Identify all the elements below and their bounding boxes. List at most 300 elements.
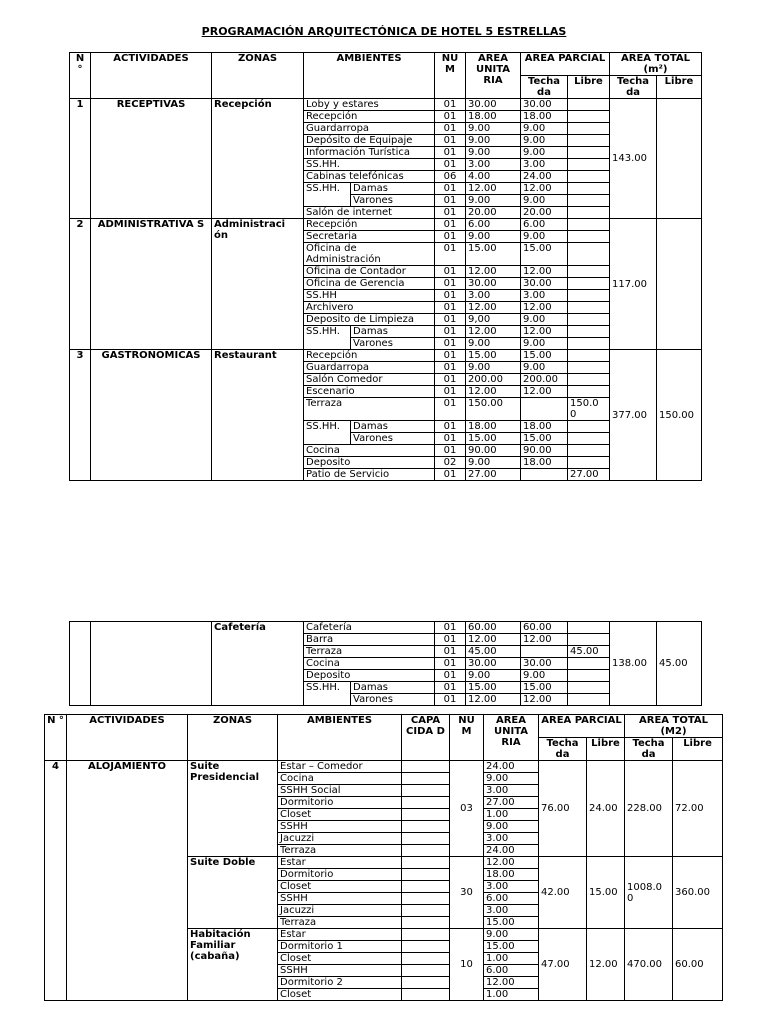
partial-techada: 15.00 bbox=[521, 433, 568, 445]
header-parcial-libre: Libre bbox=[587, 738, 625, 761]
partial-techada: 12.00 bbox=[521, 694, 568, 706]
ambient-name: Closet bbox=[278, 953, 402, 965]
page-title: PROGRAMACIÓN ARQUITECTÓNICA DE HOTEL 5 ESTRELLAS bbox=[201, 25, 567, 38]
table-row bbox=[70, 99, 702, 111]
unit-area: 200.00 bbox=[466, 374, 521, 386]
partial-libre bbox=[568, 362, 610, 374]
unit-area: 9.00 bbox=[466, 123, 521, 135]
table-row bbox=[45, 761, 723, 773]
row-number: 3 bbox=[70, 350, 91, 481]
zone-name: Suite Doble bbox=[188, 857, 278, 929]
ambient-subname: Varones bbox=[351, 338, 435, 350]
partial-techada: 12.00 bbox=[521, 183, 568, 195]
quantity: 01 bbox=[435, 421, 466, 433]
quantity: 10 bbox=[450, 929, 484, 1001]
partial-techada: 30.00 bbox=[521, 99, 568, 111]
header-actividades: ACTIVIDADES bbox=[91, 53, 212, 99]
ambient-name: Recepción bbox=[304, 219, 435, 231]
unit-area: 12.00 bbox=[466, 183, 521, 195]
activity-name: ALOJAMIENTO bbox=[67, 761, 188, 1001]
ambient-name: Dormitorio 2 bbox=[278, 977, 402, 989]
ambient-name: Cabinas telefónicas bbox=[304, 171, 435, 183]
partial-techada: 12.00 bbox=[521, 326, 568, 338]
capacity bbox=[402, 917, 450, 929]
capacity bbox=[402, 881, 450, 893]
capacity bbox=[402, 977, 450, 989]
activity-name bbox=[91, 622, 212, 706]
quantity: 01 bbox=[435, 338, 466, 350]
ambient-name: SS.HH bbox=[304, 290, 435, 302]
quantity: 01 bbox=[435, 469, 466, 481]
partial-libre bbox=[568, 622, 610, 634]
quantity: 01 bbox=[435, 195, 466, 207]
unit-area: 15.00 bbox=[484, 941, 539, 953]
zone-name: Habitación Familiar (cabaña) bbox=[188, 929, 278, 1001]
capacity bbox=[402, 989, 450, 1001]
partial-libre: 27.00 bbox=[568, 469, 610, 481]
partial-techada: 12.00 bbox=[521, 266, 568, 278]
ambient-subname: Damas bbox=[351, 183, 435, 195]
total-techada: 117.00 bbox=[610, 219, 657, 350]
quantity: 01 bbox=[435, 398, 466, 421]
partial-techada: 60.00 bbox=[521, 622, 568, 634]
unit-area: 18.00 bbox=[484, 869, 539, 881]
partial-techada: 3.00 bbox=[521, 159, 568, 171]
partial-libre bbox=[568, 266, 610, 278]
partial-libre bbox=[568, 445, 610, 457]
ambient-name: Oficina de Gerencia bbox=[304, 278, 435, 290]
quantity: 01 bbox=[435, 350, 466, 362]
partial-libre bbox=[568, 421, 610, 433]
partial-libre bbox=[568, 135, 610, 147]
partial-libre bbox=[568, 111, 610, 123]
partial-libre bbox=[568, 634, 610, 646]
header-capacidad: CAPA CIDA D bbox=[402, 715, 450, 761]
header-area-unitaria: AREA UNITA RIA bbox=[484, 715, 539, 761]
partial-libre bbox=[568, 350, 610, 362]
header-zonas: ZONAS bbox=[188, 715, 278, 761]
unit-area: 30.00 bbox=[466, 278, 521, 290]
unit-area: 9.00 bbox=[466, 670, 521, 682]
unit-area: 3.00 bbox=[484, 881, 539, 893]
partial-libre bbox=[568, 195, 610, 207]
ambient-name: Estar bbox=[278, 929, 402, 941]
partial-techada: 12.00 bbox=[521, 634, 568, 646]
quantity: 01 bbox=[435, 622, 466, 634]
quantity: 01 bbox=[435, 123, 466, 135]
ambient-name: Escenario bbox=[304, 386, 435, 398]
header-parcial-techada: Techa da bbox=[539, 738, 587, 761]
quantity: 01 bbox=[435, 694, 466, 706]
unit-area: 9.00 bbox=[484, 821, 539, 833]
capacity bbox=[402, 905, 450, 917]
ambient-name: Salón de internet bbox=[304, 207, 435, 219]
partial-techada: 20.00 bbox=[521, 207, 568, 219]
partial-techada: 30.00 bbox=[521, 278, 568, 290]
ambient-subname: Varones bbox=[351, 433, 435, 445]
ambient-name: Recepción bbox=[304, 111, 435, 123]
ambient-name: Terraza bbox=[304, 398, 435, 421]
partial-libre bbox=[568, 374, 610, 386]
quantity: 01 bbox=[435, 111, 466, 123]
header-cantidad: NU M bbox=[450, 715, 484, 761]
capacity bbox=[402, 809, 450, 821]
header-area-unitaria: AREA UNITA RIA bbox=[466, 53, 521, 99]
quantity: 01 bbox=[435, 290, 466, 302]
partial-libre bbox=[568, 682, 610, 694]
partial-libre bbox=[568, 183, 610, 195]
unit-area: 45.00 bbox=[466, 646, 521, 658]
unit-area: 9.00 bbox=[466, 362, 521, 374]
partial-libre: 15.00 bbox=[587, 857, 625, 929]
quantity: 01 bbox=[435, 135, 466, 147]
partial-libre bbox=[568, 302, 610, 314]
unit-area: 3.00 bbox=[466, 290, 521, 302]
ambient-name: Deposito bbox=[304, 457, 435, 469]
ambient-name: Depósito de Equipaje bbox=[304, 135, 435, 147]
unit-area: 15.00 bbox=[466, 243, 521, 266]
capacity bbox=[402, 941, 450, 953]
unit-area: 12.00 bbox=[484, 857, 539, 869]
partial-libre bbox=[568, 658, 610, 670]
capacity bbox=[402, 893, 450, 905]
quantity: 01 bbox=[435, 266, 466, 278]
partial-techada: 9.00 bbox=[521, 123, 568, 135]
unit-area: 12.00 bbox=[466, 386, 521, 398]
partial-libre bbox=[568, 159, 610, 171]
ambient-subname: Damas bbox=[351, 326, 435, 338]
partial-libre bbox=[568, 670, 610, 682]
unit-area: 3.00 bbox=[484, 833, 539, 845]
partial-techada: 42.00 bbox=[539, 857, 587, 929]
partial-techada: 9.00 bbox=[521, 362, 568, 374]
row-number bbox=[70, 622, 91, 706]
partial-techada: 15.00 bbox=[521, 350, 568, 362]
quantity: 01 bbox=[435, 386, 466, 398]
header-actividades: ACTIVIDADES bbox=[67, 715, 188, 761]
quantity: 01 bbox=[435, 374, 466, 386]
quantity: 01 bbox=[435, 278, 466, 290]
ambient-name: Deposito de Limpieza bbox=[304, 314, 435, 326]
row-number: 2 bbox=[70, 219, 91, 350]
unit-area: 20.00 bbox=[466, 207, 521, 219]
ambient-subname: Varones bbox=[351, 195, 435, 207]
partial-techada: 18.00 bbox=[521, 457, 568, 469]
total-libre: 72.00 bbox=[673, 761, 723, 857]
capacity bbox=[402, 857, 450, 869]
unit-area: 15.00 bbox=[466, 433, 521, 445]
unit-area: 30.00 bbox=[466, 658, 521, 670]
ambient-name: Dormitorio bbox=[278, 797, 402, 809]
ambient-name: Terraza bbox=[278, 917, 402, 929]
partial-techada: 47.00 bbox=[539, 929, 587, 1001]
partial-techada: 9.00 bbox=[521, 147, 568, 159]
header-parcial-techada: Techa da bbox=[521, 76, 568, 99]
ambient-name: SSHH bbox=[278, 821, 402, 833]
quantity: 01 bbox=[435, 159, 466, 171]
quantity: 06 bbox=[435, 171, 466, 183]
partial-techada: 12.00 bbox=[521, 386, 568, 398]
ambient-name: Cocina bbox=[278, 773, 402, 785]
header-zonas: ZONAS bbox=[212, 53, 304, 99]
unit-area: 3.00 bbox=[484, 785, 539, 797]
partial-techada: 15.00 bbox=[521, 682, 568, 694]
partial-techada: 30.00 bbox=[521, 658, 568, 670]
partial-libre bbox=[568, 433, 610, 445]
partial-libre bbox=[568, 219, 610, 231]
table-row bbox=[70, 350, 702, 362]
program-table-3 bbox=[44, 714, 723, 1001]
unit-area: 6.00 bbox=[484, 893, 539, 905]
unit-area: 18.00 bbox=[466, 111, 521, 123]
ambient-name: SSHH Social bbox=[278, 785, 402, 797]
unit-area: 24.00 bbox=[484, 761, 539, 773]
header-area-parcial: AREA PARCIAL bbox=[539, 715, 625, 738]
capacity bbox=[402, 965, 450, 977]
total-libre: 60.00 bbox=[673, 929, 723, 1001]
capacity bbox=[402, 953, 450, 965]
ambient-name: Patio de Servicio bbox=[304, 469, 435, 481]
activity-name: GASTRONOMICAS bbox=[91, 350, 212, 481]
ambient-name: Guardarropa bbox=[304, 123, 435, 135]
partial-libre bbox=[568, 338, 610, 350]
program-table-1 bbox=[69, 52, 702, 481]
table-row bbox=[70, 622, 702, 634]
unit-area: 9.00 bbox=[466, 457, 521, 469]
unit-area: 12.00 bbox=[466, 326, 521, 338]
total-techada: 143.00 bbox=[610, 99, 657, 219]
partial-libre: 150.0 0 bbox=[568, 398, 610, 421]
quantity: 01 bbox=[435, 362, 466, 374]
partial-techada: 76.00 bbox=[539, 761, 587, 857]
partial-techada: 9.00 bbox=[521, 135, 568, 147]
total-techada: 1008.0 0 bbox=[625, 857, 673, 929]
capacity bbox=[402, 797, 450, 809]
ambient-name: SS.HH. bbox=[304, 326, 351, 350]
ambient-name: Jacuzzi bbox=[278, 905, 402, 917]
quantity: 01 bbox=[435, 147, 466, 159]
unit-area: 4.00 bbox=[466, 171, 521, 183]
unit-area: 9,00 bbox=[466, 314, 521, 326]
unit-area: 15.00 bbox=[484, 917, 539, 929]
quantity: 01 bbox=[435, 445, 466, 457]
capacity bbox=[402, 773, 450, 785]
quantity: 01 bbox=[435, 219, 466, 231]
total-techada: 377.00 bbox=[610, 350, 657, 481]
partial-libre bbox=[568, 386, 610, 398]
total-libre: 360.00 bbox=[673, 857, 723, 929]
total-libre bbox=[657, 219, 702, 350]
partial-libre: 12.00 bbox=[587, 929, 625, 1001]
unit-area: 15.00 bbox=[466, 350, 521, 362]
zone-name: Restaurant bbox=[212, 350, 304, 481]
partial-libre bbox=[568, 326, 610, 338]
ambient-name: Terraza bbox=[278, 845, 402, 857]
quantity: 30 bbox=[450, 857, 484, 929]
quantity: 01 bbox=[435, 231, 466, 243]
capacity bbox=[402, 821, 450, 833]
unit-area: 1.00 bbox=[484, 809, 539, 821]
total-techada: 470.00 bbox=[625, 929, 673, 1001]
partial-techada: 9.00 bbox=[521, 231, 568, 243]
ambient-name: SS.HH. bbox=[304, 183, 351, 207]
header-area-parcial: AREA PARCIAL bbox=[521, 53, 610, 76]
quantity: 01 bbox=[435, 682, 466, 694]
row-number: 1 bbox=[70, 99, 91, 219]
partial-techada: 90.00 bbox=[521, 445, 568, 457]
partial-libre bbox=[568, 243, 610, 266]
total-libre bbox=[657, 99, 702, 219]
ambient-name: SS.HH. bbox=[304, 682, 351, 706]
quantity: 01 bbox=[435, 670, 466, 682]
quantity: 01 bbox=[435, 326, 466, 338]
capacity bbox=[402, 833, 450, 845]
partial-libre bbox=[568, 457, 610, 469]
quantity: 01 bbox=[435, 658, 466, 670]
unit-area: 9.00 bbox=[466, 231, 521, 243]
unit-area: 6.00 bbox=[484, 965, 539, 977]
partial-techada: 18.00 bbox=[521, 421, 568, 433]
header-total-techada: Techa da bbox=[625, 738, 673, 761]
partial-libre bbox=[568, 231, 610, 243]
header-num: N ° bbox=[70, 53, 91, 99]
partial-techada bbox=[521, 469, 568, 481]
ambient-name: Oficina de Administración bbox=[304, 243, 435, 266]
activity-name: RECEPTIVAS bbox=[91, 99, 212, 219]
ambient-subname: Damas bbox=[351, 682, 435, 694]
quantity: 01 bbox=[435, 646, 466, 658]
partial-libre bbox=[568, 171, 610, 183]
unit-area: 12.00 bbox=[466, 634, 521, 646]
unit-area: 1.00 bbox=[484, 989, 539, 1001]
unit-area: 24.00 bbox=[484, 845, 539, 857]
header-total-libre: Libre bbox=[657, 76, 702, 99]
partial-techada: 9.00 bbox=[521, 195, 568, 207]
partial-techada bbox=[521, 398, 568, 421]
ambient-name: Loby y estares bbox=[304, 99, 435, 111]
ambient-name: SSHH bbox=[278, 965, 402, 977]
header-total-techada: Techa da bbox=[610, 76, 657, 99]
header-ambientes: AMBIENTES bbox=[304, 53, 435, 99]
quantity: 02 bbox=[435, 457, 466, 469]
ambient-name: Cocina bbox=[304, 445, 435, 457]
partial-libre bbox=[568, 278, 610, 290]
capacity bbox=[402, 761, 450, 773]
partial-libre bbox=[568, 147, 610, 159]
quantity: 01 bbox=[435, 207, 466, 219]
unit-area: 60.00 bbox=[466, 622, 521, 634]
ambient-name: Deposito bbox=[304, 670, 435, 682]
partial-libre bbox=[568, 99, 610, 111]
quantity: 01 bbox=[435, 433, 466, 445]
ambient-name: SS.HH. bbox=[304, 421, 351, 445]
unit-area: 18.00 bbox=[466, 421, 521, 433]
partial-techada: 9.00 bbox=[521, 314, 568, 326]
total-libre: 150.00 bbox=[657, 350, 702, 481]
ambient-name: Secretaria bbox=[304, 231, 435, 243]
ambient-name: SSHH bbox=[278, 893, 402, 905]
capacity bbox=[402, 929, 450, 941]
unit-area: 12.00 bbox=[466, 694, 521, 706]
header-ambientes: AMBIENTES bbox=[278, 715, 402, 761]
partial-libre bbox=[568, 694, 610, 706]
zone-name: Cafetería bbox=[212, 622, 304, 706]
partial-techada: 12.00 bbox=[521, 302, 568, 314]
zone-name: Recepción bbox=[212, 99, 304, 219]
partial-techada: 9.00 bbox=[521, 670, 568, 682]
capacity bbox=[402, 869, 450, 881]
unit-area: 3.00 bbox=[484, 905, 539, 917]
zone-name: Administraci ón bbox=[212, 219, 304, 350]
ambient-name: Estar bbox=[278, 857, 402, 869]
unit-area: 90.00 bbox=[466, 445, 521, 457]
activity-name: ADMINISTRATIVA S bbox=[91, 219, 212, 350]
partial-libre bbox=[568, 290, 610, 302]
ambient-name: Información Turística bbox=[304, 147, 435, 159]
partial-techada: 15.00 bbox=[521, 243, 568, 266]
header-cantidad: NU M bbox=[435, 53, 466, 99]
capacity bbox=[402, 785, 450, 797]
ambient-name: Barra bbox=[304, 634, 435, 646]
partial-techada: 24.00 bbox=[521, 171, 568, 183]
total-techada: 138.00 bbox=[610, 622, 657, 706]
quantity: 01 bbox=[435, 243, 466, 266]
ambient-name: Estar – Comedor bbox=[278, 761, 402, 773]
unit-area: 30.00 bbox=[466, 99, 521, 111]
unit-area: 27.00 bbox=[466, 469, 521, 481]
partial-techada bbox=[521, 646, 568, 658]
quantity: 03 bbox=[450, 761, 484, 857]
partial-techada: 6.00 bbox=[521, 219, 568, 231]
ambient-name: Dormitorio bbox=[278, 869, 402, 881]
unit-area: 12.00 bbox=[484, 977, 539, 989]
ambient-name: Recepción bbox=[304, 350, 435, 362]
partial-libre bbox=[568, 123, 610, 135]
unit-area: 12.00 bbox=[466, 302, 521, 314]
ambient-name: Jacuzzi bbox=[278, 833, 402, 845]
quantity: 01 bbox=[435, 99, 466, 111]
quantity: 01 bbox=[435, 314, 466, 326]
ambient-name: Closet bbox=[278, 989, 402, 1001]
ambient-name: Closet bbox=[278, 881, 402, 893]
header-area-total: AREA TOTAL (m²) bbox=[610, 53, 702, 76]
ambient-name: Terraza bbox=[304, 646, 435, 658]
unit-area: 12.00 bbox=[466, 266, 521, 278]
unit-area: 9.00 bbox=[484, 929, 539, 941]
unit-area: 150.00 bbox=[466, 398, 521, 421]
total-libre: 45.00 bbox=[657, 622, 702, 706]
quantity: 01 bbox=[435, 183, 466, 195]
ambient-name: Dormitorio 1 bbox=[278, 941, 402, 953]
unit-area: 9.00 bbox=[466, 147, 521, 159]
header-total-libre: Libre bbox=[673, 738, 723, 761]
unit-area: 1.00 bbox=[484, 953, 539, 965]
ambient-name: Oficina de Contador bbox=[304, 266, 435, 278]
ambient-name: SS.HH. bbox=[304, 159, 435, 171]
ambient-subname: Damas bbox=[351, 421, 435, 433]
zone-name: Suite Presidencial bbox=[188, 761, 278, 857]
ambient-name: Guardarropa bbox=[304, 362, 435, 374]
row-number: 4 bbox=[45, 761, 67, 1001]
header-parcial-libre: Libre bbox=[568, 76, 610, 99]
partial-libre: 24.00 bbox=[587, 761, 625, 857]
partial-techada: 200.00 bbox=[521, 374, 568, 386]
unit-area: 9.00 bbox=[466, 195, 521, 207]
unit-area: 9.00 bbox=[466, 338, 521, 350]
capacity bbox=[402, 845, 450, 857]
partial-techada: 3.00 bbox=[521, 290, 568, 302]
quantity: 01 bbox=[435, 302, 466, 314]
